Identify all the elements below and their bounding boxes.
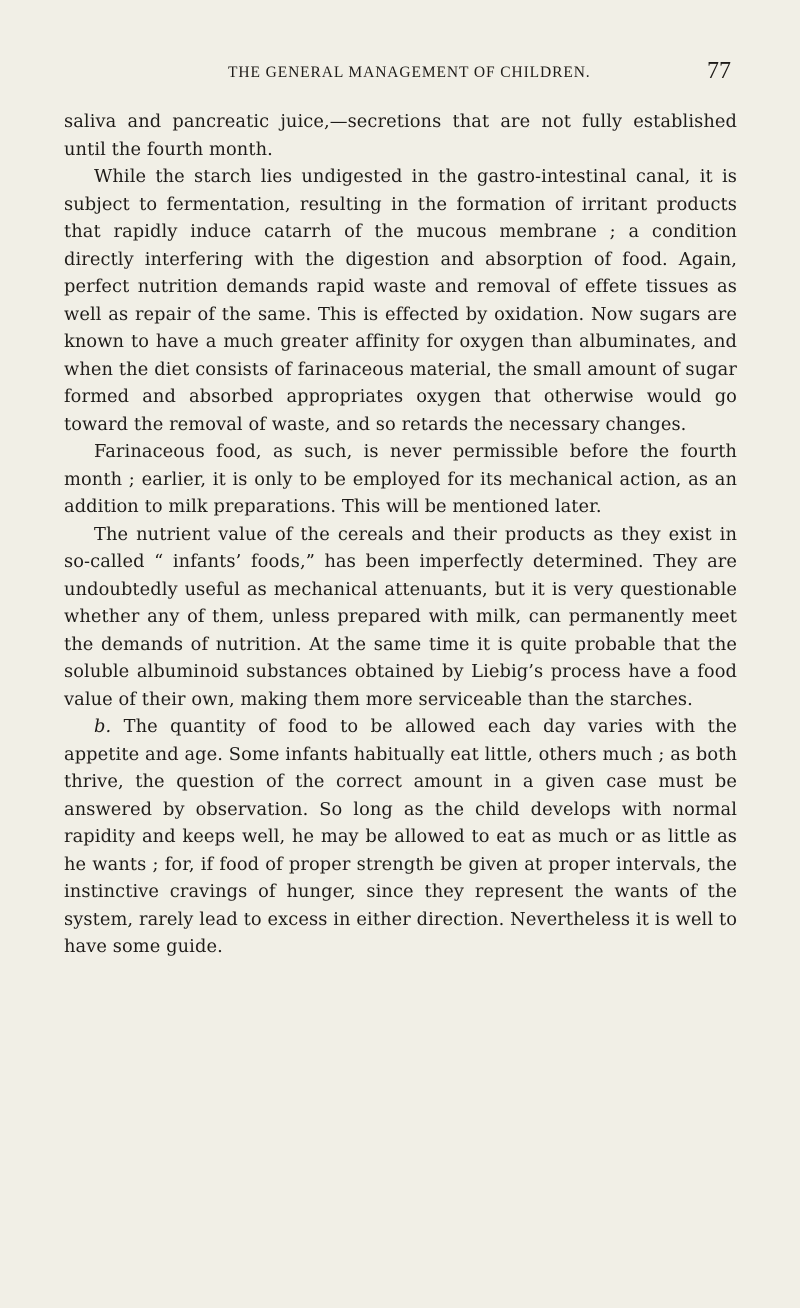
paragraph-starch-fermentation: While the starch lies undigested in the gastro-intestinal canal, it is subject to fermentation, resulting in the formation of irritant products that rapidly induce catarrh of the mucous membrane ; a condition directly interfering with the digestion and absorption of food. Again, perfect nutrition demands rapid waste and removal of effete tissues as well as repair of the same. This is effected by oxidation. Now sugars are known to have a much greater affinity for oxygen than albuminates, and when the diet consists of farinaceous material, the small amount of sugar formed and absorbed appropriates oxygen that otherwise would go toward the removal of waste, and so retards the necessary changes. bbox=[64, 166, 737, 435]
section-b-text: The quantity of food to be allowed each day varies with the appetite and age. Some infants habitually eat little, others much ; as both thrive, the question of the correct amount in a given case must be answered by observation. So long as the child develops with normal rapidity and keeps well, he may be allowed to eat as much or as little as he wants ; for, if food of proper strength be given at proper intervals, the instinctive cravings of hunger, since they represent the wants of the system, rarely lead to excess in either direction. Nevertheless it is well to have some guide. bbox=[64, 716, 737, 957]
paragraph-quantity-of-food bbox=[64, 713, 737, 961]
running-head bbox=[0, 58, 800, 94]
paragraph-continuation: saliva and pancreatic juice,—secretions that are not fully established until the fourth month. bbox=[64, 111, 737, 160]
paragraph-farinaceous-food: Farinaceous food, as such, is never permissible before the fourth month ; earlier, it is only to be employed for its mechanical action, as an addition to milk preparations. This will be mentioned later. bbox=[64, 441, 737, 517]
body-text bbox=[64, 108, 737, 961]
running-title: THE GENERAL MANAGEMENT OF CHILDREN. bbox=[228, 64, 591, 81]
paragraph-infants-foods: The nutrient value of the cereals and their products as they exist in so-called “ infants’ foods,” has been imperfectly determined. They are undoubtedly useful as mechanical attenuants, but it is very questionable whether any of them, unless prepared with milk, can permanently meet the demands of nutrition. At the same time it is quite probable that the soluble albuminoid substances obtained by Liebig’s process have a food value of their own, making them more serviceable than the starches. bbox=[64, 523, 737, 710]
page-number: 77 bbox=[707, 58, 731, 84]
section-letter: b. bbox=[94, 716, 112, 737]
